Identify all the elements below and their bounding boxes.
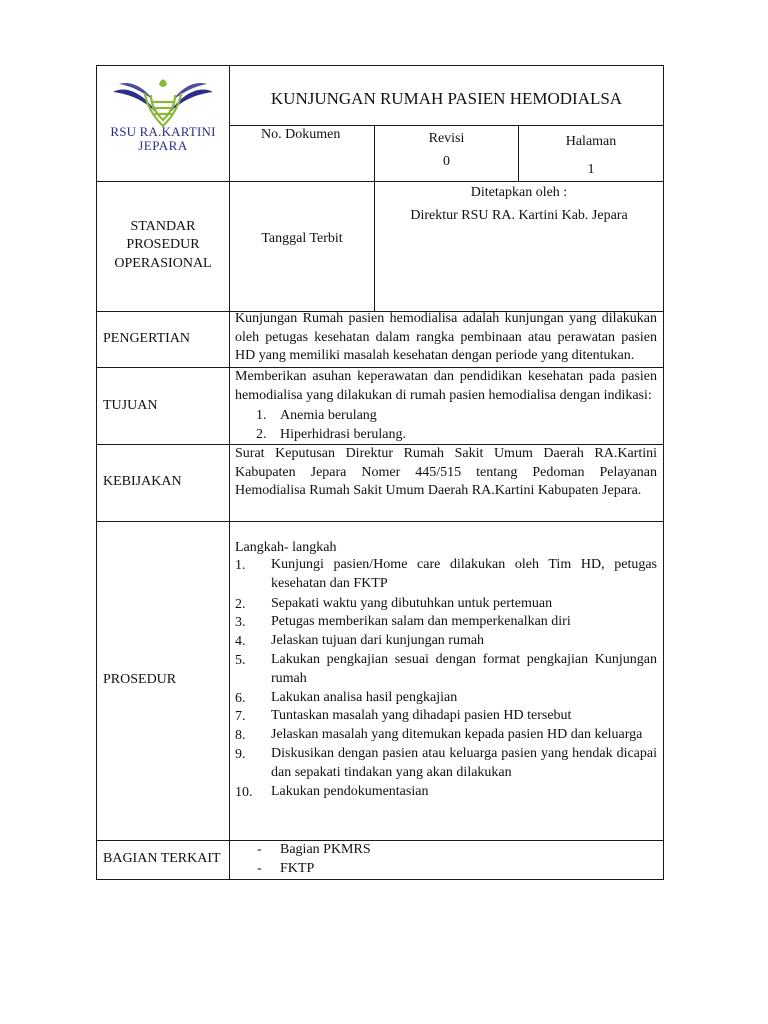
logo-emblem-icon [97, 70, 229, 132]
step-number: 6. [235, 691, 246, 706]
revision-value: 0 [443, 154, 450, 169]
rule-label-column [229, 65, 230, 880]
page-label: Halaman [565, 134, 617, 149]
approver-name: Direktur RSU RA. Kartini Kab. Jepara [410, 208, 628, 223]
page-value: 1 [587, 162, 595, 177]
pengertian-text: Kunjungan Rumah pasien hemodialisa adalah kunjungan yang dilakukan oleh petugas kesehatan dalam rangka pembinaan atau perawatan pasien HD yang memiliki masalah kesehatan dengan periode yang ditentukan. [235, 311, 657, 364]
section-label-prosedur: PROSEDUR [103, 672, 177, 687]
step-text: Lakukan pendokumentasian [271, 784, 429, 799]
kebijakan-text: Surat Keputusan Direktur Rumah Sakit Umum Daerah RA.Kartini Kabupaten Jepara Nomer 445/515 tentang Pedoman Pelayanan Hemodialisa Rumah Sakit Umum Daerah RA.Kartini Kabupaten Jepara. [235, 446, 657, 499]
logo-city: JEPARA [138, 138, 188, 153]
approved-by-label: Ditetapkan oleh : [470, 185, 568, 200]
section-label-bagian-terkait: BAGIAN TERKAIT [103, 851, 221, 866]
step-number: 9. [235, 747, 246, 762]
section-label-pengertian: PENGERTIAN [103, 331, 191, 346]
rule-kebijakan-bottom [96, 521, 664, 522]
sop-label-line-3: OPERASIONAL [114, 256, 212, 271]
sop-label-line-1: STANDAR [130, 219, 196, 234]
step-text: Petugas memberikan salam dan memperkenalkan diri [271, 614, 571, 629]
step-number: 4. [235, 634, 246, 649]
step-number: 1. [235, 558, 246, 573]
step-number: 7. [235, 709, 246, 724]
step-number: 2. [235, 597, 246, 612]
document-title: KUNJUNGAN RUMAH PASIEN HEMODIALSA [270, 89, 623, 108]
step-text: Tuntaskan masalah yang dihadapi pasien HD tersebut [271, 708, 572, 723]
step-text: Diskusikan dengan pasien atau keluarga pasien yang hendak dicapai dan sepakati tindakan yang akan dilakukan [271, 746, 657, 780]
step-text: Lakukan pengkajian sesuai dengan format pengkajian Kunjungan rumah [271, 652, 657, 686]
tujuan-item-text: Anemia berulang [280, 408, 377, 423]
issue-date-label: Tanggal Terbit [261, 231, 343, 246]
section-label-tujuan: TUJUAN [103, 398, 158, 413]
step-number: 5. [235, 653, 246, 668]
doc-number-label: No. Dokumen [261, 127, 341, 142]
tujuan-text: Memberikan asuhan keperawatan dan pendidikan kesehatan pada pasien hemodialisa yang dilakukan di rumah pasien hemodialisa dengan indikasi: [235, 369, 657, 403]
section-label-kebijakan: KEBIJAKAN [103, 474, 182, 489]
step-text: Sepakati waktu yang dibutuhkan untuk pertemuan [271, 596, 553, 611]
step-number: 10. [235, 785, 253, 800]
step-text: Jelaskan tujuan dari kunjungan rumah [271, 633, 485, 648]
rule-bottom [96, 879, 664, 880]
related-unit-bullet: - [257, 842, 262, 857]
rule-prosedur-bottom [96, 840, 664, 841]
step-number: 3. [235, 615, 246, 630]
step-text: Kunjungi pasien/Home care dilakukan oleh Tim HD, petugas kesehatan dan FKTP [271, 557, 657, 591]
tujuan-item-num: 2. [256, 427, 267, 442]
sop-document [96, 65, 664, 880]
step-number: 8. [235, 728, 246, 743]
hospital-logo [97, 66, 229, 181]
step-text: Lakukan analisa hasil pengkajian [271, 690, 458, 705]
rule-header-bottom [96, 181, 664, 182]
sop-label-line-2: PROSEDUR [126, 237, 200, 252]
tujuan-item-text: Hiperhidrasi berulang. [280, 427, 406, 442]
step-text: Jelaskan masalah yang ditemukan kepada pasien HD dan keluarga [271, 727, 643, 742]
related-unit-bullet: - [257, 861, 262, 876]
prosedur-intro: Langkah- langkah [235, 540, 337, 555]
rule-right [663, 65, 664, 880]
revision-label: Revisi [428, 131, 465, 146]
rule-left [96, 65, 97, 880]
tujuan-item-num: 1. [256, 408, 267, 423]
related-unit: FKTP [280, 861, 315, 876]
logo-name: RSU RA.KARTINI [110, 124, 216, 139]
related-unit: Bagian PKMRS [280, 842, 371, 857]
